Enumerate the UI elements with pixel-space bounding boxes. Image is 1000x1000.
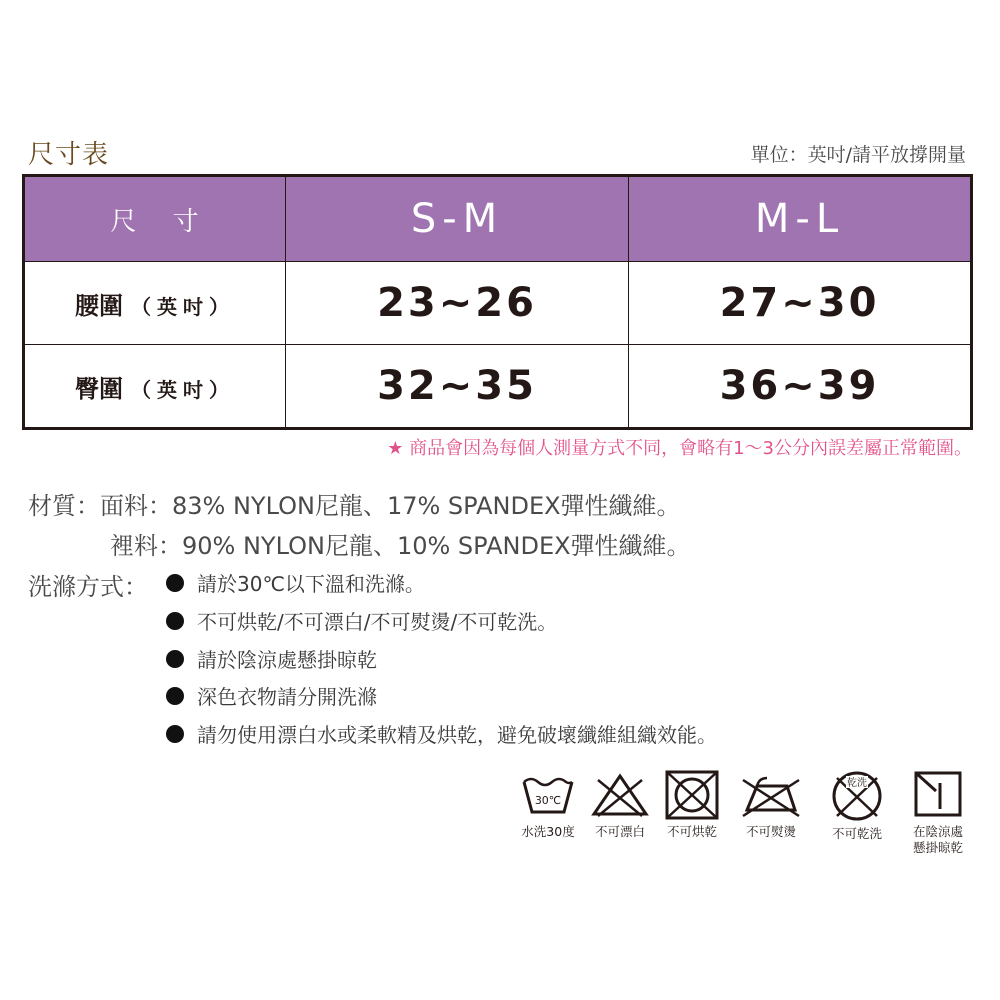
row-label-text: 腰圍 bbox=[75, 291, 123, 320]
care-label bbox=[893, 824, 983, 856]
care-label: 不可漂白 bbox=[594, 824, 645, 839]
page-title: 尺寸表 bbox=[28, 140, 110, 170]
table-header-row bbox=[24, 176, 972, 262]
bullet-icon bbox=[166, 574, 184, 592]
no-iron-icon bbox=[739, 770, 803, 820]
table-row bbox=[24, 345, 972, 429]
no-tumble-dry-icon bbox=[662, 770, 722, 820]
wash-temp-text: 30℃ bbox=[534, 794, 562, 807]
care-label: 不可烘乾 bbox=[666, 824, 717, 839]
no-dry-clean-icon bbox=[827, 770, 887, 822]
list-item bbox=[166, 606, 557, 635]
care-label: 水洗30度 bbox=[521, 824, 575, 839]
care-no-iron bbox=[726, 770, 816, 840]
care-label-line: 在陰涼處 bbox=[912, 824, 963, 839]
care-no-dry-clean bbox=[812, 770, 902, 842]
wash-instruction: 請於陰涼處懸掛晾乾 bbox=[197, 648, 377, 672]
header-size-ml: M-L bbox=[629, 176, 972, 262]
wash-instruction: 深色衣物請分開洗滌 bbox=[197, 685, 377, 709]
list-item bbox=[166, 644, 377, 673]
wash-instruction: 請於30℃以下溫和洗滌。 bbox=[197, 572, 425, 596]
table-row bbox=[24, 262, 972, 345]
care-label: 不可乾洗 bbox=[831, 826, 882, 841]
dry-clean-text: 乾洗 bbox=[847, 778, 867, 789]
bullet-icon bbox=[166, 650, 184, 668]
row-label-text: 臀圍 bbox=[75, 374, 123, 403]
care-label-line: 懸掛晾乾 bbox=[912, 840, 963, 855]
measurement-disclaimer: ★ 商品會因為每個人測量方式不同，會略有1～3公分內誤差屬正常範圍。 bbox=[387, 438, 972, 459]
row-unit-text: （英吋） bbox=[131, 294, 235, 319]
list-item bbox=[166, 568, 425, 597]
hang-dry-shade-icon bbox=[908, 770, 968, 820]
wash-30-icon bbox=[518, 770, 578, 820]
no-bleach-icon bbox=[590, 770, 650, 820]
wash-instruction: 請勿使用漂白水或柔軟精及烘乾，避免破壞纖維組織效能。 bbox=[197, 723, 717, 747]
wash-instruction: 不可烘乾/不可漂白/不可熨燙/不可乾洗。 bbox=[197, 610, 558, 634]
header-size-label: 尺 寸 bbox=[24, 176, 286, 262]
bullet-icon bbox=[166, 725, 184, 743]
list-item bbox=[166, 719, 717, 748]
washing-label: 洗滌方式： bbox=[28, 573, 148, 601]
row-label-hip bbox=[24, 345, 286, 429]
material-fabric: 材質：面料：83% NYLON尼龍、17% SPANDEX彈性纖維。 bbox=[28, 492, 681, 520]
care-label: 不可熨燙 bbox=[745, 824, 796, 839]
waist-ml-value: 27~30 bbox=[629, 262, 972, 345]
unit-note: 單位：英吋/請平放撐開量 bbox=[750, 144, 966, 166]
care-hang-dry-shade bbox=[893, 770, 983, 856]
header-size-sm: S-M bbox=[286, 176, 629, 262]
material-lining: 裡料：90% NYLON尼龍、10% SPANDEX彈性纖維。 bbox=[110, 532, 691, 560]
bullet-icon bbox=[166, 687, 184, 705]
row-unit-text: （英吋） bbox=[131, 377, 235, 402]
bullet-icon bbox=[166, 612, 184, 630]
hip-sm-value: 32~35 bbox=[286, 345, 629, 429]
hip-ml-value: 36~39 bbox=[629, 345, 972, 429]
row-label-waist bbox=[24, 262, 286, 345]
care-no-tumble-dry bbox=[647, 770, 737, 840]
size-table bbox=[22, 174, 973, 430]
list-item bbox=[166, 681, 377, 710]
waist-sm-value: 23~26 bbox=[286, 262, 629, 345]
